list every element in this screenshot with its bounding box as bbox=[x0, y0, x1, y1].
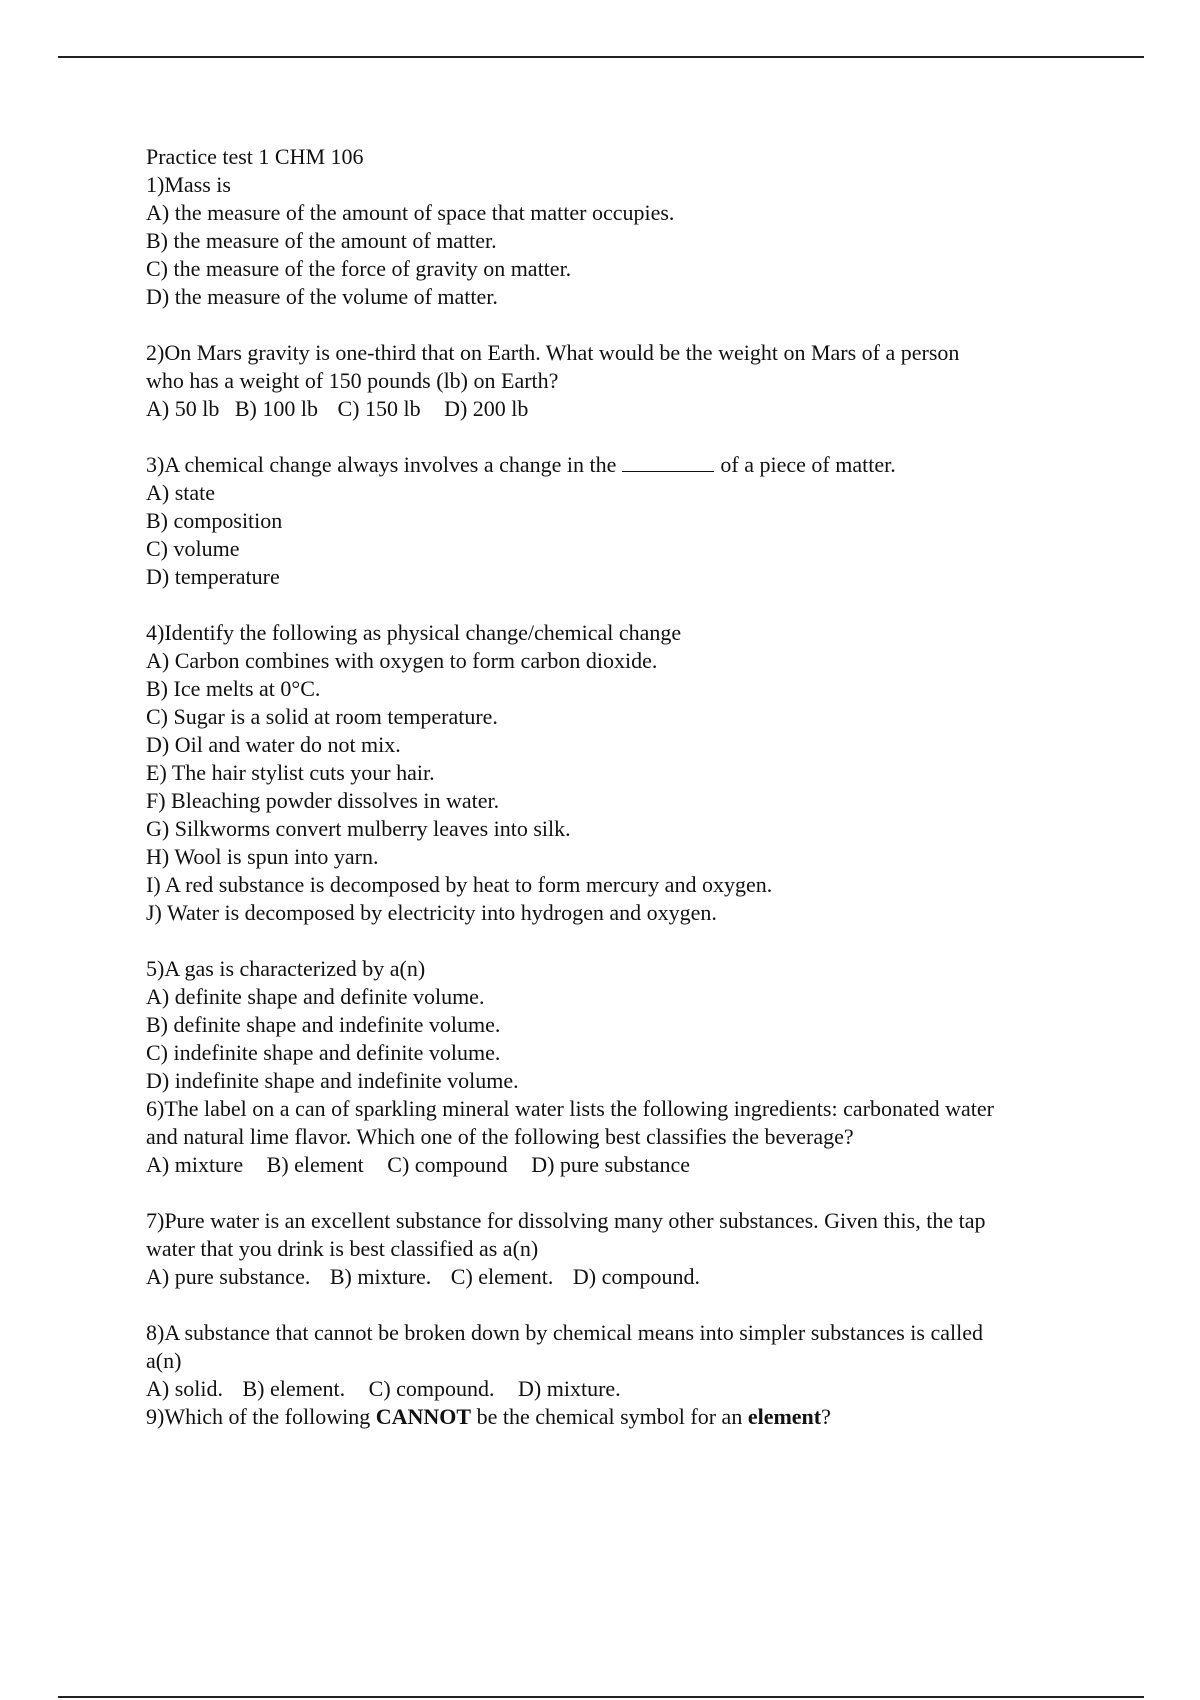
question-9-emphasis-cannot: CANNOT bbox=[375, 1404, 472, 1429]
question-8-options bbox=[146, 1375, 1086, 1403]
question-1-option-b: B) the measure of the amount of matter. bbox=[146, 228, 497, 253]
question-7-stem-line2: water that you drink is best classified as a(n) bbox=[146, 1236, 539, 1261]
fill-in-blank bbox=[622, 453, 714, 472]
question-8-stem-line2: a(n) bbox=[146, 1348, 182, 1373]
question-7-option-d: D) compound. bbox=[572, 1264, 701, 1289]
question-1-stem: 1)Mass is bbox=[146, 172, 231, 197]
page-title: Practice test 1 CHM 106 bbox=[146, 144, 364, 169]
question-3-stem-after: of a piece of matter. bbox=[720, 452, 896, 477]
question-6-option-d: D) pure substance bbox=[531, 1152, 691, 1177]
question-8-option-d: D) mixture. bbox=[518, 1376, 621, 1401]
question-3-option-c: C) volume bbox=[146, 536, 240, 561]
question-2-stem-line2: who has a weight of 150 pounds (lb) on Earth? bbox=[146, 368, 559, 393]
question-4-option-h: H) Wool is spun into yarn. bbox=[146, 844, 379, 869]
question-1-option-c: C) the measure of the force of gravity on matter. bbox=[146, 256, 572, 281]
question-2-option-b: B) 100 lb bbox=[234, 396, 318, 421]
question-1-option-d: D) the measure of the volume of matter. bbox=[146, 284, 498, 309]
question-3-option-d: D) temperature bbox=[146, 564, 280, 589]
question-3-option-b: B) composition bbox=[146, 508, 283, 533]
question-6-option-a: A) mixture bbox=[146, 1152, 244, 1177]
document-body bbox=[146, 143, 1086, 1431]
question-2-options bbox=[146, 395, 1086, 423]
question-4-option-f: F) Bleaching powder dissolves in water. bbox=[146, 788, 500, 813]
question-3-option-a: A) state bbox=[146, 480, 216, 505]
question-5-option-a: A) definite shape and definite volume. bbox=[146, 984, 485, 1009]
question-8-option-a: A) solid. bbox=[146, 1376, 223, 1401]
question-3-stem bbox=[146, 451, 1086, 479]
question-4-option-e: E) The hair stylist cuts your hair. bbox=[146, 760, 435, 785]
question-6-stem-line1: 6)The label on a can of sparkling mineral water lists the following ingredients: carbonated water bbox=[146, 1096, 994, 1121]
question-8-option-c: C) compound. bbox=[368, 1376, 495, 1401]
question-2-option-d: D) 200 lb bbox=[444, 396, 529, 421]
question-5-stem: 5)A gas is characterized by a(n) bbox=[146, 956, 426, 981]
question-9-stem-mid: be the chemical symbol for an bbox=[476, 1404, 743, 1429]
question-4-option-b: B) Ice melts at 0°C. bbox=[146, 676, 321, 701]
question-9-stem-end: ? bbox=[821, 1404, 831, 1429]
question-9-emphasis-element: element bbox=[747, 1404, 822, 1429]
question-3-stem-before: 3)A chemical change always involves a change in the bbox=[146, 452, 617, 477]
question-8-stem-line1: 8)A substance that cannot be broken down by chemical means into simpler substances is called bbox=[146, 1320, 983, 1345]
question-6-option-c: C) compound bbox=[387, 1152, 508, 1177]
question-9-stem-start: 9)Which of the following bbox=[146, 1404, 371, 1429]
question-6-option-b: B) element bbox=[266, 1152, 364, 1177]
question-8-option-b: B) element. bbox=[242, 1376, 346, 1401]
question-4-option-j: J) Water is decomposed by electricity into hydrogen and oxygen. bbox=[146, 900, 717, 925]
question-2-stem-line1: 2)On Mars gravity is one-third that on Earth. What would be the weight on Mars of a person bbox=[146, 340, 960, 365]
question-4-option-g: G) Silkworms convert mulberry leaves into silk. bbox=[146, 816, 571, 841]
question-5-option-d: D) indefinite shape and indefinite volume. bbox=[146, 1068, 519, 1093]
question-2-option-c: C) 150 lb bbox=[337, 396, 421, 421]
top-rule bbox=[58, 56, 1144, 58]
question-7-options bbox=[146, 1263, 1086, 1291]
question-4-option-a: A) Carbon combines with oxygen to form carbon dioxide. bbox=[146, 648, 658, 673]
bottom-rule bbox=[58, 1696, 1144, 1698]
question-2-option-a: A) 50 lb bbox=[146, 396, 220, 421]
question-6-stem-line2: and natural lime flavor. Which one of the following best classifies the beverage? bbox=[146, 1124, 854, 1149]
question-9-stem bbox=[146, 1403, 1086, 1431]
question-7-option-b: B) mixture. bbox=[329, 1264, 432, 1289]
question-7-option-a: A) pure substance. bbox=[146, 1264, 311, 1289]
question-5-option-b: B) definite shape and indefinite volume. bbox=[146, 1012, 501, 1037]
question-1-option-a: A) the measure of the amount of space that matter occupies. bbox=[146, 200, 675, 225]
question-4-option-d: D) Oil and water do not mix. bbox=[146, 732, 401, 757]
question-4-option-c: C) Sugar is a solid at room temperature. bbox=[146, 704, 498, 729]
question-6-options bbox=[146, 1151, 1086, 1179]
question-7-stem-line1: 7)Pure water is an excellent substance for dissolving many other substances. Given this, the tap bbox=[146, 1208, 986, 1233]
question-4-option-i: I) A red substance is decomposed by heat to form mercury and oxygen. bbox=[146, 872, 773, 897]
question-4-stem: 4)Identify the following as physical change/chemical change bbox=[146, 620, 682, 645]
question-7-option-c: C) element. bbox=[450, 1264, 554, 1289]
question-5-option-c: C) indefinite shape and definite volume. bbox=[146, 1040, 501, 1065]
